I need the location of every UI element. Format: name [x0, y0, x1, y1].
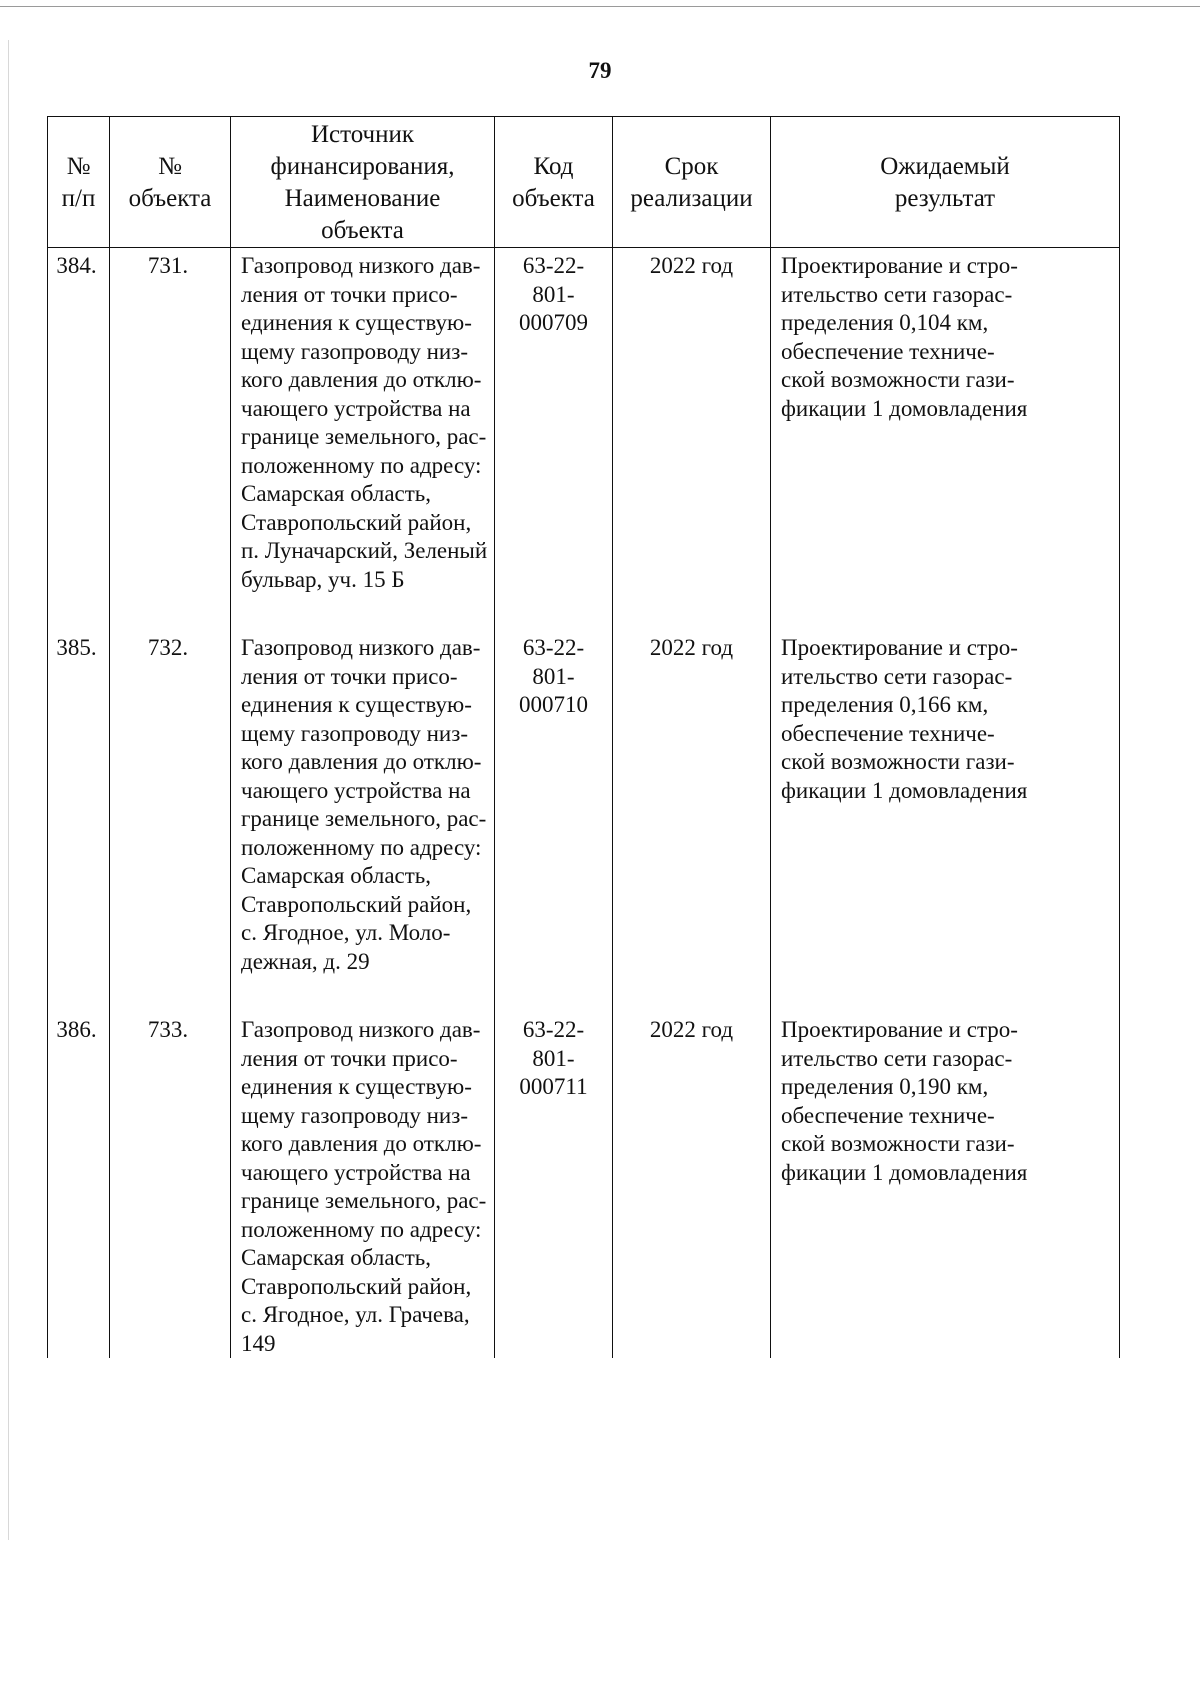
header-text-line: №	[66, 153, 91, 180]
object-name-line: ления от точки присо-	[241, 663, 458, 689]
scan-edge-line	[0, 6, 1200, 7]
row-term: 2022 год	[649, 635, 734, 660]
object-name-line: ления от точки присо-	[241, 281, 458, 307]
cell-result	[771, 248, 1120, 595]
object-name-line: границе земельного, рас-	[241, 1188, 487, 1213]
cell-pp	[48, 630, 110, 976]
header-object-no	[110, 117, 231, 248]
object-name-line: чающего устройства на	[241, 395, 471, 421]
spacer-cell	[495, 594, 613, 630]
header-text-line: финансирования,	[270, 153, 455, 180]
header-text-line: Наименование	[284, 185, 441, 212]
table-body	[48, 248, 1120, 1359]
spacer-cell	[48, 594, 110, 630]
result-line: ской возможности гази-	[781, 1131, 1015, 1156]
result-line: ительство сети газорас-	[781, 281, 1013, 307]
object-code-line: 000711	[519, 1074, 588, 1099]
page-number: 79	[588, 58, 612, 83]
result-line: пределения 0,190 км,	[781, 1074, 989, 1099]
spacer-cell	[771, 976, 1120, 1012]
object-code-line: 63-22-	[522, 1017, 585, 1042]
cell-object-name	[231, 630, 495, 976]
cell-object-code	[495, 248, 613, 595]
cell-object-code	[495, 630, 613, 976]
object-name-line: Газопровод низкого дав-	[241, 635, 481, 660]
spacer-cell	[771, 594, 1120, 630]
object-name-line: положенному по адресу:	[241, 452, 482, 478]
row-object-number: 731.	[147, 253, 189, 278]
result-line: ительство сети газорас-	[781, 1045, 1013, 1071]
header-term	[613, 117, 771, 248]
header-text-line: №	[158, 153, 182, 180]
object-name-line: п. Луначарский, Зеленый	[241, 538, 488, 563]
object-name-line: с. Ягодное, ул. Грачева,	[241, 1302, 470, 1327]
object-name-line: щему газопроводу низ-	[241, 1102, 468, 1128]
result-line: Проектирование и стро-	[781, 1017, 1018, 1042]
object-name-line: бульвар, уч. 15 Б	[241, 566, 405, 592]
object-name-line: кого давления до отклю-	[241, 367, 482, 392]
header-text-line: Ожидаемый	[880, 153, 1010, 180]
row-pp-number: 384.	[56, 253, 97, 278]
header-text-line: объекта	[321, 217, 404, 244]
object-name-line: чающего устройства на	[241, 1159, 471, 1185]
row-pp-number: 386.	[56, 1017, 97, 1042]
cell-object-no	[110, 248, 231, 595]
result-line: ской возможности гази-	[781, 749, 1015, 774]
spacer-cell	[231, 594, 495, 630]
object-name-line: границе земельного, рас-	[241, 424, 487, 449]
spacer-cell	[495, 976, 613, 1012]
header-code	[495, 117, 613, 248]
table-row	[48, 248, 1120, 595]
object-name-line: Ставропольский район,	[241, 1273, 472, 1299]
result-line: пределения 0,104 км,	[781, 310, 989, 335]
header-text-line: Код	[533, 153, 574, 180]
header-result	[771, 117, 1120, 248]
object-name-line: кого давления до отклю-	[241, 1131, 482, 1156]
cell-result	[771, 630, 1120, 976]
result-line: Проектирование и стро-	[781, 635, 1018, 660]
spacer-cell	[613, 976, 771, 1012]
object-name-line: кого давления до отклю-	[241, 749, 482, 774]
result-line: пределения 0,166 км,	[781, 692, 989, 717]
header-text-line: п/п	[61, 185, 96, 212]
object-code-line: 000710	[519, 692, 588, 717]
row-spacer	[48, 594, 1120, 630]
object-code-line: 000709	[519, 310, 588, 335]
spacer-cell	[613, 594, 771, 630]
cell-term	[613, 248, 771, 595]
result-line: обеспечение техниче-	[781, 338, 995, 364]
cell-pp	[48, 1012, 110, 1358]
spacer-cell	[231, 976, 495, 1012]
cell-result	[771, 1012, 1120, 1358]
result-line: ской возможности гази-	[781, 367, 1015, 392]
object-code-line: 801-	[532, 281, 575, 307]
object-name-line: щему газопроводу низ-	[241, 338, 468, 364]
header-text-line: объекта	[128, 185, 212, 212]
result-line: обеспечение техниче-	[781, 1102, 995, 1128]
object-name-line: дежная, д. 29	[241, 948, 370, 974]
object-code-line: 801-	[532, 663, 575, 689]
object-name-line: Самарская область,	[241, 863, 432, 888]
result-line: фикации 1 домовладения	[781, 1159, 1028, 1185]
object-name-line: положенному по адресу:	[241, 1216, 482, 1242]
object-name-line: ления от точки присо-	[241, 1045, 458, 1071]
result-line: фикации 1 домовладения	[781, 395, 1028, 421]
object-name-line: 149	[241, 1330, 276, 1356]
object-name-line: Ставропольский район,	[241, 891, 472, 917]
header-text-line: результат	[894, 185, 996, 212]
result-line: обеспечение техниче-	[781, 720, 995, 746]
table-row	[48, 630, 1120, 976]
object-name-line: Газопровод низкого дав-	[241, 253, 481, 278]
objects-table	[47, 116, 1120, 1358]
row-object-number: 732.	[147, 635, 189, 660]
cell-object-no	[110, 630, 231, 976]
cell-object-name	[231, 1012, 495, 1358]
cell-object-no	[110, 1012, 231, 1358]
row-term: 2022 год	[649, 1017, 734, 1042]
table-header	[48, 117, 1120, 248]
row-term: 2022 год	[649, 253, 734, 278]
object-name-line: чающего устройства на	[241, 777, 471, 803]
cell-object-code	[495, 1012, 613, 1358]
scan-margin-line	[8, 40, 9, 1540]
table-row	[48, 1012, 1120, 1358]
header-text-line: объекта	[512, 185, 595, 212]
row-spacer	[48, 976, 1120, 1012]
result-line: фикации 1 домовладения	[781, 777, 1028, 803]
object-name-line: с. Ягодное, ул. Моло-	[241, 920, 451, 945]
object-name-line: единения к существую-	[241, 1074, 472, 1099]
spacer-cell	[110, 594, 231, 630]
object-name-line: положенному по адресу:	[241, 834, 482, 860]
result-line: ительство сети газорас-	[781, 663, 1013, 689]
object-name-line: единения к существую-	[241, 692, 472, 717]
object-name-line: границе земельного, рас-	[241, 806, 487, 831]
object-code-line: 801-	[532, 1045, 575, 1071]
header-text-line: Источник	[310, 121, 415, 148]
object-name-line: щему газопроводу низ-	[241, 720, 468, 746]
object-code-line: 63-22-	[522, 635, 585, 660]
cell-term	[613, 1012, 771, 1358]
header-source-name	[231, 117, 495, 248]
header-pp	[48, 117, 110, 248]
cell-pp	[48, 248, 110, 595]
header-row	[48, 117, 1120, 248]
spacer-cell	[48, 976, 110, 1012]
object-name-line: Газопровод низкого дав-	[241, 1017, 481, 1042]
result-line: Проектирование и стро-	[781, 253, 1018, 278]
spacer-cell	[110, 976, 231, 1012]
object-name-line: единения к существую-	[241, 310, 472, 335]
cell-object-name	[231, 248, 495, 595]
object-code-line: 63-22-	[522, 253, 585, 278]
header-text-line: Срок	[664, 153, 719, 180]
object-name-line: Самарская область,	[241, 481, 432, 506]
object-name-line: Самарская область,	[241, 1245, 432, 1270]
header-text-line: реализации	[630, 185, 753, 212]
object-name-line: Ставропольский район,	[241, 509, 472, 535]
row-object-number: 733.	[147, 1017, 189, 1042]
cell-term	[613, 630, 771, 976]
row-pp-number: 385.	[56, 635, 97, 660]
